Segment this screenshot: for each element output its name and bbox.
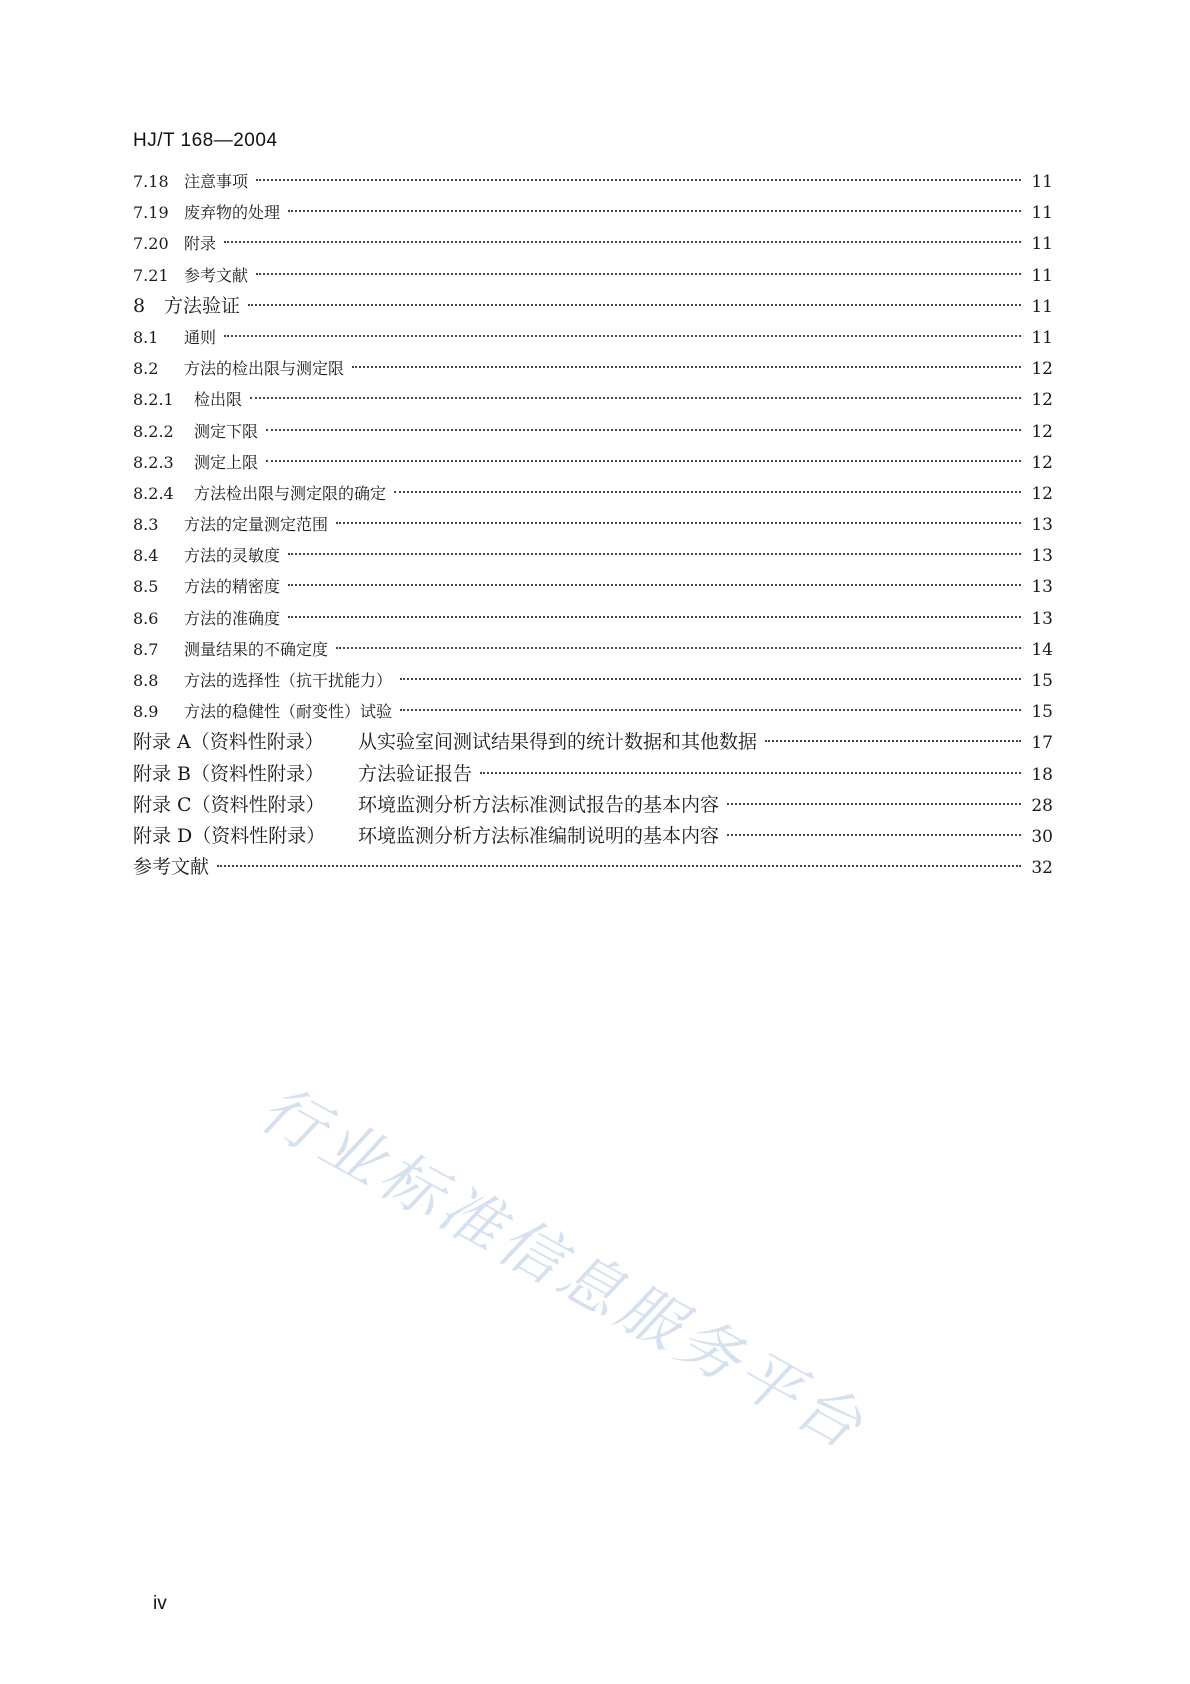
toc-entry [133,416,1053,447]
dot-leader [400,709,1021,711]
toc-entry [133,852,1053,883]
toc-entry-title: 从实验室间测试结果得到的统计数据和其他数据 [358,731,758,754]
dot-leader [288,616,1021,618]
toc-entry-title: 测定上限 [194,452,259,472]
toc-entry [133,384,1053,415]
toc-entry-title: 方法的定量测定范围 [184,515,329,535]
toc-entry-page: 11 [1031,327,1053,348]
toc-entry-number: 8.2.3 [133,452,174,472]
toc-entry-title: 通则 [184,327,217,347]
toc-entry-title: 方法的精密度 [184,577,281,597]
document-code: HJ/T 168—2004 [133,130,278,151]
toc-entry-title: 参考文献 [184,265,249,285]
dot-leader [250,397,1021,399]
toc-entry-number: 附录 A（资料性附录） [133,731,324,754]
toc-entry [133,821,1053,852]
dot-leader [727,803,1021,805]
page-number: iv [153,1593,167,1614]
table-of-contents [133,166,1053,883]
toc-entry-number: 8.7 [133,639,159,659]
toc-entry-title: 方法检出限与测定限的确定 [194,483,387,503]
toc-entry [133,322,1053,353]
toc-entry [133,665,1053,696]
toc-entry-number: 8.4 [133,546,159,566]
dot-leader [727,834,1021,836]
toc-entry-page: 18 [1031,764,1053,785]
toc-entry-page: 12 [1031,483,1053,504]
toc-entry-page: 17 [1031,733,1053,754]
toc-entry-title: 参考文献 [133,856,210,879]
toc-entry-title: 方法验证 [164,294,241,317]
dot-leader [266,460,1021,462]
toc-entry [133,540,1053,571]
toc-entry-page: 11 [1031,203,1053,224]
toc-entry-number: 7.18 [133,172,169,191]
toc-entry [133,727,1053,758]
toc-entry-page: 11 [1031,172,1053,192]
toc-entry-number: 8.9 [133,702,159,722]
toc-entry [133,790,1053,821]
dot-leader [217,865,1021,867]
toc-entry [133,353,1053,384]
toc-entry-page: 13 [1031,577,1053,598]
toc-entry-number: 8 [133,294,146,317]
toc-entry-page: 15 [1031,671,1053,691]
toc-entry-number: 8.3 [133,515,159,535]
dot-leader [394,491,1021,493]
toc-entry-title: 废弃物的处理 [184,203,281,223]
toc-entry [133,260,1053,291]
toc-entry-title: 注意事项 [184,172,249,191]
dot-leader [400,678,1021,680]
toc-entry-number: 7.19 [133,203,169,223]
toc-entry-title: 方法验证报告 [358,762,473,785]
toc-entry-number: 8.5 [133,577,159,597]
toc-entry-title: 检出限 [194,390,243,410]
toc-entry-page: 12 [1031,421,1053,442]
dot-leader [288,210,1021,212]
toc-entry-title: 方法的灵敏度 [184,546,281,566]
toc-entry-number: 8.2.4 [133,483,174,503]
toc-entry-title: 测定下限 [194,421,259,441]
toc-entry-page: 32 [1031,858,1053,879]
toc-entry-number: 8.2 [133,359,159,379]
toc-entry [133,197,1053,228]
dot-leader [288,584,1021,586]
toc-entry-number: 7.20 [133,234,169,254]
toc-entry-page: 13 [1031,546,1053,567]
toc-entry-number: 8.1 [133,327,159,347]
toc-entry-number: 8.8 [133,671,159,690]
toc-entry-page: 13 [1031,515,1053,536]
toc-entry-page: 12 [1031,359,1053,380]
toc-entry-page: 28 [1031,795,1053,816]
toc-entry [133,478,1053,509]
toc-entry-page: 15 [1031,702,1053,723]
dot-leader [336,522,1021,524]
toc-entry-page: 14 [1031,639,1053,660]
toc-entry-number: 附录 D（资料性附录） [133,824,326,847]
toc-entry [133,634,1053,665]
toc-entry-page: 11 [1031,265,1053,286]
toc-entry [133,228,1053,259]
dot-leader [224,335,1021,337]
toc-entry [133,291,1053,322]
toc-entry [133,571,1053,602]
toc-entry-title: 附录 [184,234,217,254]
toc-entry-title: 方法的检出限与测定限 [184,359,345,379]
toc-entry-title: 方法的稳健性（耐变性）试验 [184,702,393,722]
toc-entry-page: 11 [1031,234,1053,255]
toc-entry [133,166,1053,197]
dot-leader [224,241,1021,243]
toc-entry-number: 附录 C（资料性附录） [133,793,325,816]
dot-leader [288,553,1021,555]
dot-leader [336,647,1021,649]
toc-entry [133,447,1053,478]
dot-leader [352,366,1021,368]
toc-entry-title: 环境监测分析方法标准测试报告的基本内容 [358,793,720,816]
dot-leader [480,772,1021,774]
toc-entry-number: 附录 B（资料性附录） [133,762,325,785]
toc-entry [133,696,1053,727]
toc-entry-page: 12 [1031,390,1053,411]
toc-entry-number: 7.21 [133,265,169,285]
dot-leader [256,179,1021,181]
dot-leader [256,273,1021,275]
toc-entry [133,509,1053,540]
toc-entry-title: 方法的准确度 [184,608,281,628]
toc-entry-page: 11 [1031,296,1053,317]
toc-entry [133,759,1053,790]
dot-leader [248,304,1021,306]
toc-entry-title: 方法的选择性（抗干扰能力） [184,671,393,690]
toc-entry [133,603,1053,634]
watermark: 行业标准信息服务平台 [248,1071,879,1465]
toc-entry-number: 8.2.1 [133,390,174,410]
dot-leader [266,429,1021,431]
toc-entry-page: 13 [1031,608,1053,629]
toc-entry-title: 测量结果的不确定度 [184,639,329,659]
toc-entry-page: 30 [1031,826,1053,847]
toc-entry-title: 环境监测分析方法标准编制说明的基本内容 [358,824,720,847]
dot-leader [765,740,1021,742]
toc-entry-number: 8.6 [133,608,159,628]
toc-entry-number: 8.2.2 [133,421,174,441]
toc-entry-page: 12 [1031,452,1053,473]
